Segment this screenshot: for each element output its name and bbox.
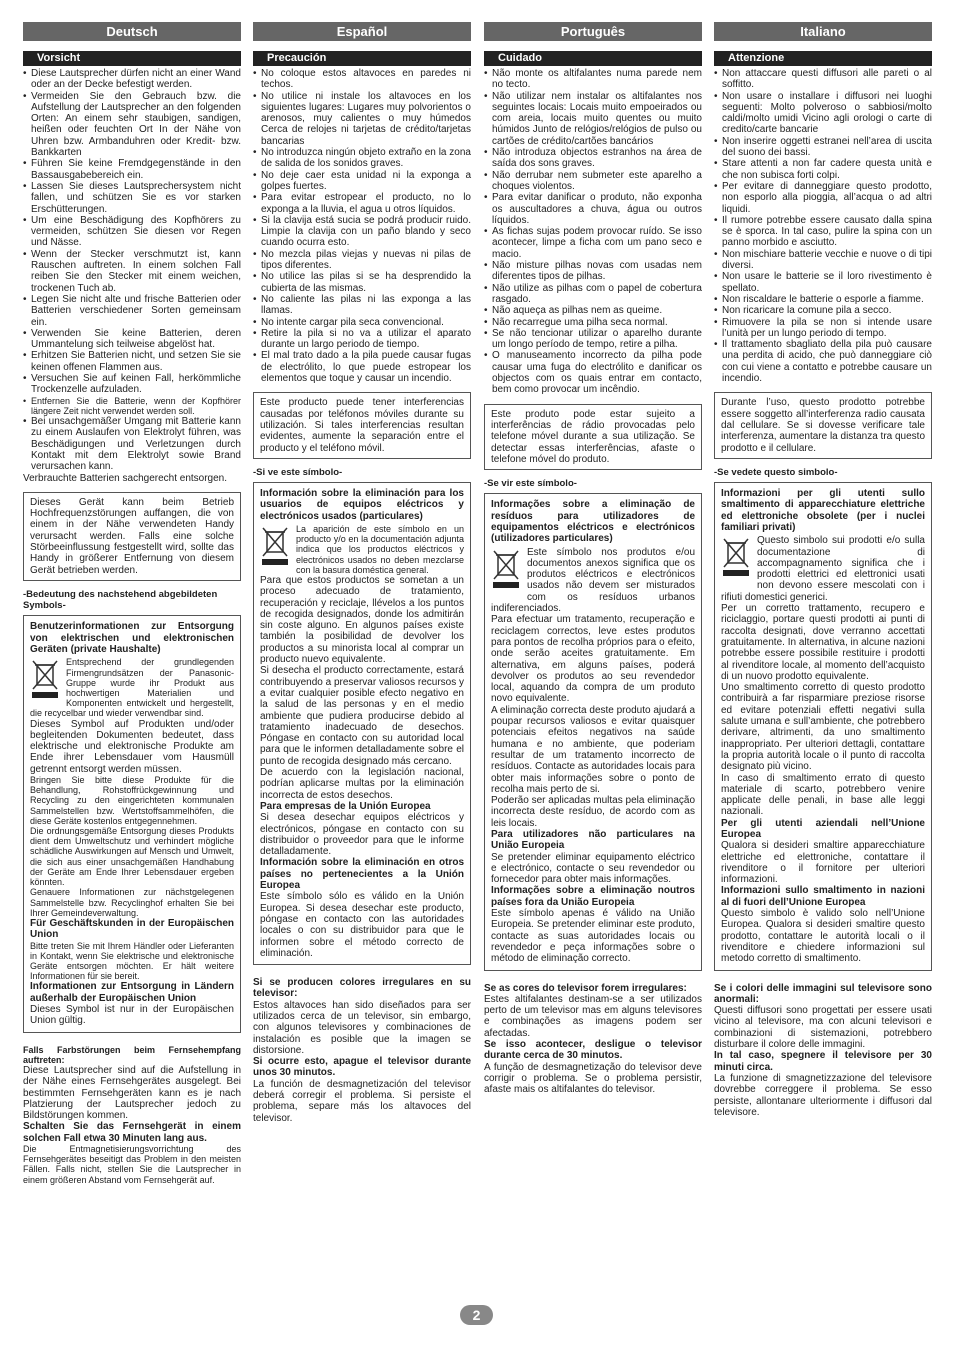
list-item: • Il rumore potrebbe essere causato dalla spina se è sporca. In tal caso, pulire la spina con un panno morbido e asciutto. [714,215,932,249]
waste-icon-text: Questo simbolo sui prodotti e/o sulla documentazione di accompagnamento significa che i prodotti elettrici ed elettronici usati non devono essere mescolati con i rifiuti domestici generici. [721,535,925,603]
list-item: • Retire la pila si no va a utilizar el aparato durante un largo periodo de tiempo. [253,328,471,351]
list-item: • No mezcla pilas viejas y nuevas ni pilas de tipos diferentes. [253,249,471,272]
list-item: • Entfernen Sie die Batterie, wenn der Kopfhörer längere Zeit nicht verwendet werden soll. [23,396,241,416]
crossed-bin-icon [30,659,60,702]
list-item: • Wenn der Stecker verschmutzt ist, kann Rauschen auftreten. In einem solchen Fall reiben Sie den Stecker mit einem weichen, trockenen Tuch ab. [23,249,241,294]
list-item: • Um eine Beschädigung des Kopfhörers zu vermeiden, schützen Sie diesen vor Regen und Nässe. [23,215,241,249]
list-item: • Non ricaricare la comune pila a secco. [714,305,932,316]
waste-title: Información sobre la eliminación para los usuarios de equipos eléctricos y electrónicos usados (particulares) [260,488,464,522]
list-item: • Erhitzen Sie Batterien nicht, und setzen Sie sie keinen offenen Flammen aus. [23,350,241,373]
caution-list [484,68,702,396]
caution-header: Cuidado [484,51,702,66]
crossed-bin-icon [721,537,751,580]
tv-section: Si se producen colores irregulares en su televisor: Estos altavoces han sido diseñados para ser utilizados cerca de un televisor, sin embargo, con algunos televisores y combinaciones de instalación es posible que la imagen se distorsione. Si ocurre esto, apague el televisor durante unos 30 minutos. La función de desmagnetización del televisor deberá corregir el problema. Si persiste el problema, separe más los altavoces del televisor. [253,977,471,1124]
column-deutsch [23,22,241,1185]
caution-list [253,68,471,384]
symbol-caption: -Se vir este símbolo- [484,478,577,490]
list-item: • Para evitar estropear el producto, no lo exponga a la lluvia, el agua u otros líquidos. [253,192,471,215]
waste-title: Benutzerinformationen zur Entsorgung von elektrischen und elektronischen Geräten (private Haushalte) [30,621,234,656]
caution-header: Attenzione [714,51,932,66]
list-item: • Non mischiare batterie vecchie e nuove o di tipi diversi. [714,249,932,272]
list-item: • Vermeiden Sie den Gebrauch bzw. die Aufstellung der Lautsprecher an den folgenden Orten: An einem sehr staubigen, sandigen, heißen oder feuchten Ort In der Nähe von Uhren bzw. Armbanduhren oder Kredit- bzw. Bankkarten [23,91,241,159]
list-item: • Non usare le batterie se il loro rivestimento è spellato. [714,271,932,294]
waste-icon-text: La aparición de este símbolo en un producto y/o en la documentación adjunta indica que los productos eléctricos y electrónicos usados no deben mezclarse con la basura doméstica general. [296,523,464,575]
language-header: Italiano [714,22,932,41]
list-item: • As fichas sujas podem provocar ruído. Se isso acontecer, limpe a ficha com um pano seco e macio. [484,226,702,260]
list-item: • Não introduza objectos estranhos na área de saída dos sons graves. [484,147,702,170]
waste-icon-text: Entsprechend der grundlegenden Firmengrundsätzen der Panasonic-Gruppe wurde ihr Produkt aus hochwertigen Materialien und Komponenten entwickelt und hergestellt, die recycelbar und wieder verwendbar sind. [30,657,234,719]
list-item: • Não monte os altifalantes numa parede nem no tecto. [484,68,702,91]
interference-box: Dieses Gerät kann beim Betrieb Hochfrequenzstörungen auffangen, die von einem in der Nähe verwendeten Handy verursacht werden. Falls eine solche Störbeeinflussung festgestellt wird, sollte das Handy in größerer Entfernung von diesem Gerät betrieben werden. [23,492,241,581]
list-item: • Para evitar danificar o produto, não exponha os auscultadores a chuva, água ou outros líquidos. [484,192,702,226]
list-item: • No coloque estos altavoces en paredes ni techos. [253,68,471,91]
interference-box: Durante l’uso, questo prodotto potrebbe essere soggetto all’interferenza radio causata dal cellulare. Se si dovesse verificare tale interferenza, aumentare la distanza tra questo prodotto e il cellulare. [714,392,932,458]
caution-list [23,68,241,473]
list-item: • Não derrubar nem submeter este aparelho a choques violentos. [484,170,702,193]
language-header: Português [484,22,702,41]
list-item: • Verwenden Sie keine Batterien, deren Ummantelung sich teilweise abgelöst hat. [23,328,241,351]
battery-disposal-note: Verbrauchte Batterien sachgerecht entsorgen. [23,472,228,484]
list-item: • No caliente las pilas ni las exponga a las llamas. [253,294,471,317]
symbol-caption: -Se vedete questo simbolo- [714,466,838,478]
list-item: • Non usare o installare i diffusori nei luoghi seguenti: Molto polveroso o sabbiosi/molto caldi/molto umidi Vicino agli orologi o carte di credito/carte bancarie [714,91,932,136]
waste-info-box: Benutzerinformationen zur Entsorgung von elektrischen und elektronischen Geräten (private Haushalte) Entsprechend der grundlegenden Firmengrundsätzen der Panasonic-Gruppe wurde ihr Produkt aus hochwertigen Materialien und Komponenten entwickelt und hergestellt, die recycelbar und wieder verwendbar sind. Dieses Symbol auf Produkten und/oder begleitenden Dokumenten bedeutet, dass elektrische und elektronische Produkte am Ende ihrer Lebensdauer vom Hausmüll getrennt entsorgt werden müssen. Bringen Sie bitte diese Produkte für die Behandlung, Rohstoffrückgewinnung und Recycling zu den eingerichteten kommunalen Sammelstellen bzw. Wertstoffsammelhöfen, die diese Geräte kostenlos entgegennehmen. Die ordnungsgemäße Entsorgung dieses Produkts dient dem Umweltschutz und verhindert mögliche schädliche Auswirkungen auf Mensch und Umwelt, die sich aus einer unsachgemäßen Handhabung der Geräte am Ende Ihrer Lebensdauer ergeben könnten. Genauere Informationen zur nächstgelegenen Sammelstelle bzw. Recyclinghof erhalten Sie bei Ihrer Gemeindeverwaltung. Für Geschäftskunden in der Europäischen Union Bitte treten Sie mit Ihrem Händler oder Lieferanten in Kontakt, wenn Sie elektrische und elektronische Geräte entsorgen möchten. Er hält weitere Informationen für sie bereit. Informationen zur Entsorgung in Ländern außerhalb der Europäischen Union Dieses Symbol ist nur in der Europäischen Union gültig. [23,615,241,1032]
list-item: • No intente cargar pila seca convencional. [253,317,471,328]
list-item: • Não misture pilhas novas com usadas nem diferentes tipos de pilhas. [484,260,702,283]
crossed-bin-icon [260,526,290,569]
language-header: Español [253,22,471,41]
list-item: • Se não tencionar utilizar o aparelho durante um longo período de tempo, retire a pilha. [484,328,702,351]
waste-icon-text: Este símbolo nos produtos e/ou documentos anexos significa que os produtos eléctricos e electrónicos usados não devem ser misturados com os resíduos urbanos indiferenciados. [491,546,695,615]
tv-section: Se as cores do televisor forem irregulares: Estes altifalantes destinam-se a ser utilizados perto de um televisor mas em alguns televisores e combinações as imagens podem ser afectadas. Se isso acontecer, desligue o televisor durante cerca de 30 minutos. A função de desmagnetização do televisor deve corrigir o problema. Se o problema persistir, afaste mais os altifalantes do televisor. [484,982,702,1096]
waste-info-box: Informazioni per gli utenti sullo smaltimento di apparecchiature elettriche ed elettroniche obsolete (per i nuclei familiari privati) Questo simbolo sui prodotti e/o sulla documentazione di accompagnamento significa che i prodotti elettrici ed elettronici usati non devono essere mescolati con i rifiuti domestici generici. Per un corretto trattamento, recupero e riciclaggio, portare questi prodotti ai punti di raccolta designati, dove verranno accettati gratuitamente. In alternativa, in alcune nazioni potrebbe essere possibile restituire i prodotti al rivenditore locale, al momento dell’acquisto di un nuovo prodotto equivalente. Uno smaltimento corretto di questo prodotto contribuirà a far risparmiare preziose risorse ed evitare potenziali effetti negativi sulla salute umana e sull’ambiente, che potrebbero derivare, altrimenti, da uno smaltimento inappropriato. Per ulteriori dettagli, contattare la propria autorità locale o il punto di raccolta designato più vicino. In caso di smaltimento errato di questo materiale di scarto, potrebbero venire applicate delle penali, in base alle leggi nazionali. Per gli utenti aziendali nell’Unione Europea Qualora si desideri smaltire apparecchiature elettriche ed elettroniche, contattare il rivenditore o il fornitore per ulteriori informazioni. Informazioni sullo smaltimento in nazioni al di fuori dell’Unione Europea Questo simbolo è valido solo nell’Unione Europea. Qualora si desideri smaltire questo prodotto, contattare le autorità locali o il rivenditore e chiedere informazioni sul metodo corretto di smaltimento. [714,482,932,970]
language-header: Deutsch [23,22,241,41]
list-item: • Bei unsachgemäßer Umgang mit Batterie kann zu einem Auslaufen von Elektrolyt führen, was Beschädigungen und Verletzungen durch Kontakt mit dem Elektrolyt sowie Brand verursachen kann. [23,416,241,472]
list-item: • No deje caer esta unidad ni la exponga a golpes fuertes. [253,170,471,193]
caution-list [714,68,932,384]
list-item: • Não recarregue uma pilha seca normal. [484,317,702,328]
waste-info-box: Información sobre la eliminación para los usuarios de equipos eléctricos y electrónicos usados (particulares) La aparición de este símbolo en un producto y/o en la documentación adjunta indica que los productos eléctricos y electrónicos usados no deben mezclarse con la basura doméstica general. Para que estos productos se sometan a un proceso adecuado de tratamiento, recuperación y reciclaje, llévelos a los puntos de recogida designados, donde los admitirán sin coste alguno. En algunos países existe también la posibilidad de devolver los productos a su minorista local al comprar un producto nuevo equivalente. Si desecha el producto correctamente, estará contribuyendo a preservar valiosos recursos y a evitar cualquier posible efecto negativo en la salud de las personas y en el medio ambiente que pudiera producirse debido al tratamiento inadecuado de desechos. Póngase en contacto con su autoridad local para que le informen detalladamente sobre el punto de recogida designado más cercano. De acuerdo con la legislación nacional, podrían aplicarse multas por la eliminación incorrecta de estos desechos. Para empresas de la Unión Europea Si desea desechar equipos eléctricos y electrónicos, póngase en contacto con su distribuidor o proveedor para que le informe detalladamente. Información sobre la eliminación en otros países no pertenecientes a la Unión Europea Este símbolo sólo es válido en la Unión Europea. Si desea desechar este producto, póngase en contacto con las autoridades locales o con su distribuidor para que le informen sobre el método correcto de eliminación. [253,482,471,965]
list-item: • Não utilize as pilhas com o papel de cobertura rasgado. [484,283,702,306]
list-item: • Non inserire oggetti estranei nell’area di uscita del suono dei bassi. [714,136,932,159]
waste-title: Informazioni per gli utenti sullo smaltimento di apparecchiature elettriche ed elettroniche obsolete (per i nuclei familiari privati) [721,488,925,533]
list-item: • Stare attenti a non far cadere questa unità e che non subisca forti colpi. [714,158,932,181]
tv-section: Falls Farbstörungen beim Fernsehempfang auftreten: Diese Lautsprecher sind auf die Aufstellung in der Nähe eines Fernsehgerätes ausgelegt. Bei bestimmten Fernsehgeräten kann es je nach Platzierung der Lautsprecher jedoch zu Bildstörungen kommen. Schalten Sie das Fernsehgerät in einem solchen Fall etwa 30 Minuten lang aus. Die Entmagnetisierungsvorrichtung des Fernsehgerätes beseitigt das Problem in den meisten Fällen. Falls nicht, stellen Sie die Lautsprecher in einem größeren Abstand vom Fernsehgerät auf. [23,1044,241,1185]
list-item: • Diese Lautsprecher dürfen nicht an einer Wand oder an der Decke befestigt werden. [23,68,241,91]
list-item: • Führen Sie keine Fremdgegenstände in den Bassausgabebereich ein. [23,158,241,181]
crossed-bin-icon [491,549,521,592]
waste-info-box: Informações sobre a eliminação de resíduos para utilizadores de equipamentos eléctricos e electrónicos (utilizadores particulares) Este símbolo nos produtos e/ou documentos anexos significa que os produtos eléctricos e electrónicos usados não devem ser misturados com os resíduos urbanos indiferenciados. Para efectuar um tratamento, recuperação e reciclagem correctos, leve estes produtos para pontos de recolha próprios para o efeito, onde serão aceites gratuitamente. Em alternativa, em alguns países, poderá devolver os produtos ao seu revendedor local, aquando da compra de um produto novo equivalente. A eliminação correcta deste produto ajudará a poupar recursos valiosos e evitar quaisquer potenciais efeitos negativos na saúde humana e no ambiente, que poderiam resultar de um tratamento incorrecto de resíduos. Contacte as autoridades locais para obter mais informações sobre o ponto de recolha mais perto de si. Poderão ser aplicadas multas pela eliminação incorrecta deste resíduo, de acordo com as leis locais. Para utilizadores não particulares na União Europeia Se pretender eliminar equipamento eléctrico e electrónico, contacte o seu revendedor ou fornecedor para obter mais informações. Informações sobre a eliminação noutros países fora da União Europeia Este símbolo apenas é válido na União Europeia. Se pretender eliminar este produto, contacte as suas autoridades locais ou revendedor e peça informações sobre o método de eliminação correcto. [484,493,702,970]
page-number: 2 [460,1305,493,1325]
list-item: • Não utilizar nem instalar os altifalantes nos seguintes locais: Locais muito empoeirados ou com areia, locais muito quentes ou muito húmidos Junto de relógios/relógios de pulso ou cartões de crédito/cartões bancários [484,91,702,147]
list-item: • Rimuovere la pila se non si intende usare l’unità per un lungo periodo di tempo. [714,317,932,340]
list-item: • Il trattamento sbagliato della pila può causare una perdita di acido, che può danneggiare ciò con cui viene a contatto e potrebbe causare un incendio. [714,339,932,384]
list-item: • El mal trato dado a la pila puede causar fugas de electrólito, lo que puede estropear los elementos que toque y causar un incendio. [253,350,471,384]
caution-header: Vorsicht [23,51,241,66]
list-item: • Não aqueça as pilhas nem as queime. [484,305,702,316]
caution-header: Precaución [253,51,471,66]
interference-box: Este producto puede tener interferencias causadas por teléfonos móviles durante su utilización. Si tales interferencias resultan evidentes, aumente la separación entre el producto y el teléfono móvil. [253,392,471,458]
list-item: • No introduzca ningún objeto extraño en la zona de salida de los sonidos graves. [253,147,471,170]
list-item: • Non riscaldare le batterie o esporle a fiamme. [714,294,932,305]
list-item: • O manuseamento incorrecto da pilha pode causar uma fuga do electrólito e danificar os objectos com os quais entrar em contacto, bem como provocar um incêndio. [484,350,702,395]
symbol-caption: -Si ve este símbolo- [253,466,343,478]
list-item: • No utilice ni instale los altavoces en los siguientes lugares: Lugares muy polvorientos o arenosos, muy calientes o muy húmedos Cerca de relojes ni tarjetas de crédito/tarjetas bancarias [253,91,471,147]
list-item: • Versuchen Sie auf keinen Fall, herkömmliche Trockenzelle aufzuladen. [23,373,241,396]
list-item: • Legen Sie nicht alte und frische Batterien oder Batterien verschiedener Sorten gemeinsam ein. [23,294,241,328]
column-espanol [253,22,471,1124]
list-item: • Non attaccare questi diffusori alle pareti o al soffitto. [714,68,932,91]
symbol-caption: -Bedeutung des nachstehend abgebildeten Symbols- [23,588,218,612]
tv-section: Se i colori delle immagini sul televisore sono anormali: Questi diffusori sono progettati per essere usati vicino al televisore, ma con alcuni televisori e combinazioni di sistemazioni, potrebbero disturbare il colore delle immagini. In tal caso, spegnere il televisore per 30 minuti circa. La funzione di smagnetizzazione del televisore dovrebbe correggere il problema. Se esso persiste, allontanare ulteriormente i diffusori dal televisore. [714,982,932,1118]
list-item: • Lassen Sie dieses Lautsprechersystem nicht fallen, und schützen Sie es vor starken Erschütterungen. [23,181,241,215]
interference-box: Este produto pode estar sujeito a interferências de rádio provocadas pelo telefone móvel durante a sua utilização. Se detectar essas interferências, afaste o telefone móvel do produto. [484,404,702,470]
list-item: • Si la clavija está sucia se podrá producir ruido. Limpie la clavija con un paño blando y seco cuando ocurra esto. [253,215,471,249]
list-item: • Per evitare di danneggiare questo prodotto, non esporlo alla pioggia, all’acqua o ad altri liquidi. [714,181,932,215]
waste-title: Informações sobre a eliminação de resíduos para utilizadores de equipamentos eléctricos e electrónicos (utilizadores particulares) [491,499,695,545]
column-italiano [714,22,932,1118]
column-portugues [484,22,702,1096]
list-item: • No utilice las pilas si se ha desprendido la cubierta de las mismas. [253,271,471,294]
